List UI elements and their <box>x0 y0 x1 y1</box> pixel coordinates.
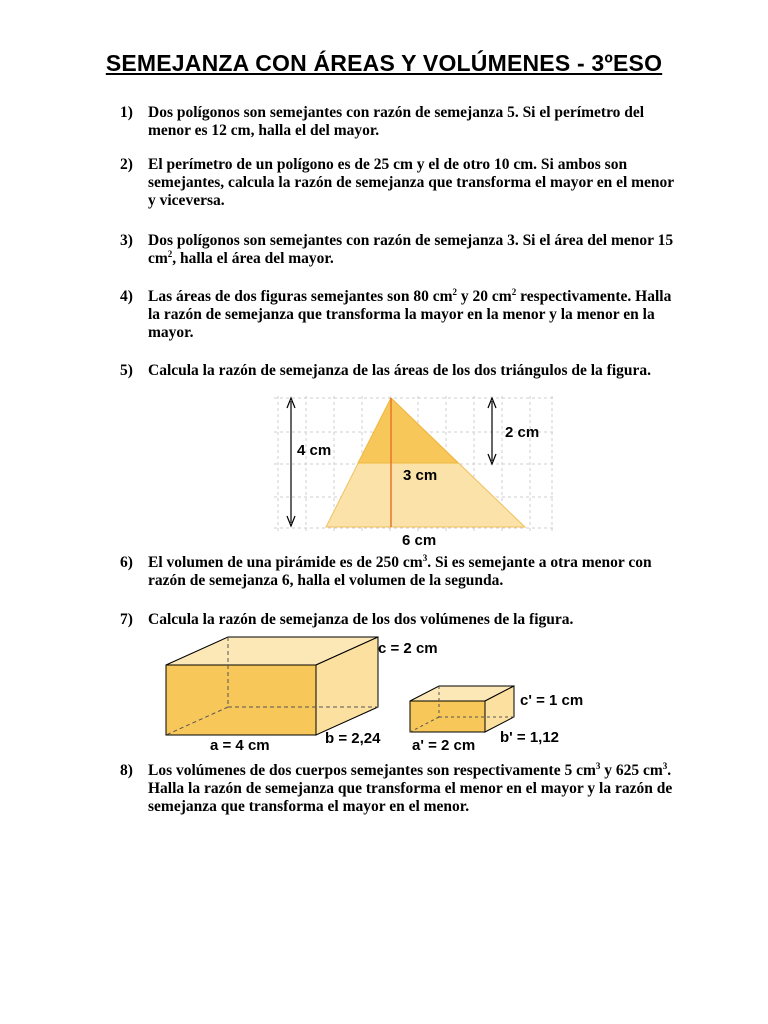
question-text: Calcula la razón de semejanza de las áreas de los dos triángulos de la figura. <box>148 362 652 379</box>
question-text: Dos polígonos son semejantes con razón de semejanza 5. Si el perímetro del menor es 12 cm, halla el del mayor. <box>148 104 645 139</box>
superscript: 3 <box>595 761 601 771</box>
height-arrow-big <box>287 398 295 526</box>
label-height-small: 2 cm <box>505 424 540 441</box>
question-3 <box>120 232 680 268</box>
question-text: El perímetro de un polígono es de 25 cm y el de otro 10 cm. Si ambos son semejantes, calcula la razón de semejanza que transforma el mayor en el menor y viceversa. <box>148 156 674 209</box>
boxes-figure <box>160 632 610 757</box>
question-number: 7) <box>120 611 133 628</box>
question-4 <box>120 288 680 342</box>
label-base-big: 6 cm <box>402 532 437 548</box>
question-number: 6) <box>120 554 133 571</box>
question-7 <box>120 611 680 629</box>
question-number: 4) <box>120 288 133 305</box>
label-base-small: 3 cm <box>403 467 438 484</box>
question-6 <box>120 554 680 590</box>
question-number: 5) <box>120 362 133 379</box>
question-1 <box>120 104 680 140</box>
question-text: respectivamente. Halla la razón de semejanza que transforma la mayor en la menor y la menor en la mayor. <box>148 288 672 341</box>
label-big-b: b = 2,24 <box>325 730 381 747</box>
question-number: 8) <box>120 762 133 779</box>
question-text: y 20 cm <box>457 288 512 305</box>
question-5 <box>120 362 680 380</box>
height-arrow-small <box>488 398 496 464</box>
question-2 <box>120 156 680 210</box>
question-text: El volumen de una pirámide es de 250 cm <box>148 554 423 571</box>
superscript: 3 <box>422 553 428 563</box>
page-title: SEMEJANZA CON ÁREAS Y VOLÚMENES - 3ºESO <box>105 50 663 76</box>
big-box <box>166 637 378 735</box>
label-big-c: c = 2 cm <box>378 640 438 657</box>
superscript: 3 <box>662 761 668 771</box>
question-text: Calcula la razón de semejanza de los dos volúmenes de la figura. <box>148 611 574 628</box>
question-text: . Si es semejante a otra menor con razón de semejanza 6, halla el volumen de la segunda. <box>148 554 652 589</box>
question-number: 3) <box>120 232 133 249</box>
superscript: 2 <box>452 287 458 297</box>
question-text: Dos polígonos son semejantes con razón de semejanza 3. Si el área del menor 15 cm <box>148 232 674 267</box>
question-number: 2) <box>120 156 133 173</box>
triangles-figure <box>270 393 560 548</box>
small-box <box>410 686 514 732</box>
question-text: Las áreas de dos figuras semejantes son 80 cm <box>148 288 453 305</box>
question-text: , halla el área del mayor. <box>172 250 334 267</box>
small-triangle <box>358 398 458 463</box>
label-small-a: a' = 2 cm <box>412 737 476 754</box>
question-number: 1) <box>120 104 133 121</box>
question-text: y 625 cm <box>600 762 663 779</box>
question-text: Los volúmenes de dos cuerpos semejantes son respectivamente 5 cm <box>148 762 596 779</box>
label-small-b: b' = 1,12 <box>500 729 560 746</box>
superscript: 2 <box>167 249 173 259</box>
superscript: 2 <box>511 287 517 297</box>
question-8 <box>120 762 680 816</box>
label-small-c: c' = 1 cm <box>520 692 584 709</box>
label-big-a: a = 4 cm <box>210 737 270 754</box>
label-height-big: 4 cm <box>297 442 332 459</box>
question-text: . Halla la razón de semejanza que transforma el menor en el mayor y la razón de semejanza que transforma el mayor en el menor. <box>148 762 673 815</box>
